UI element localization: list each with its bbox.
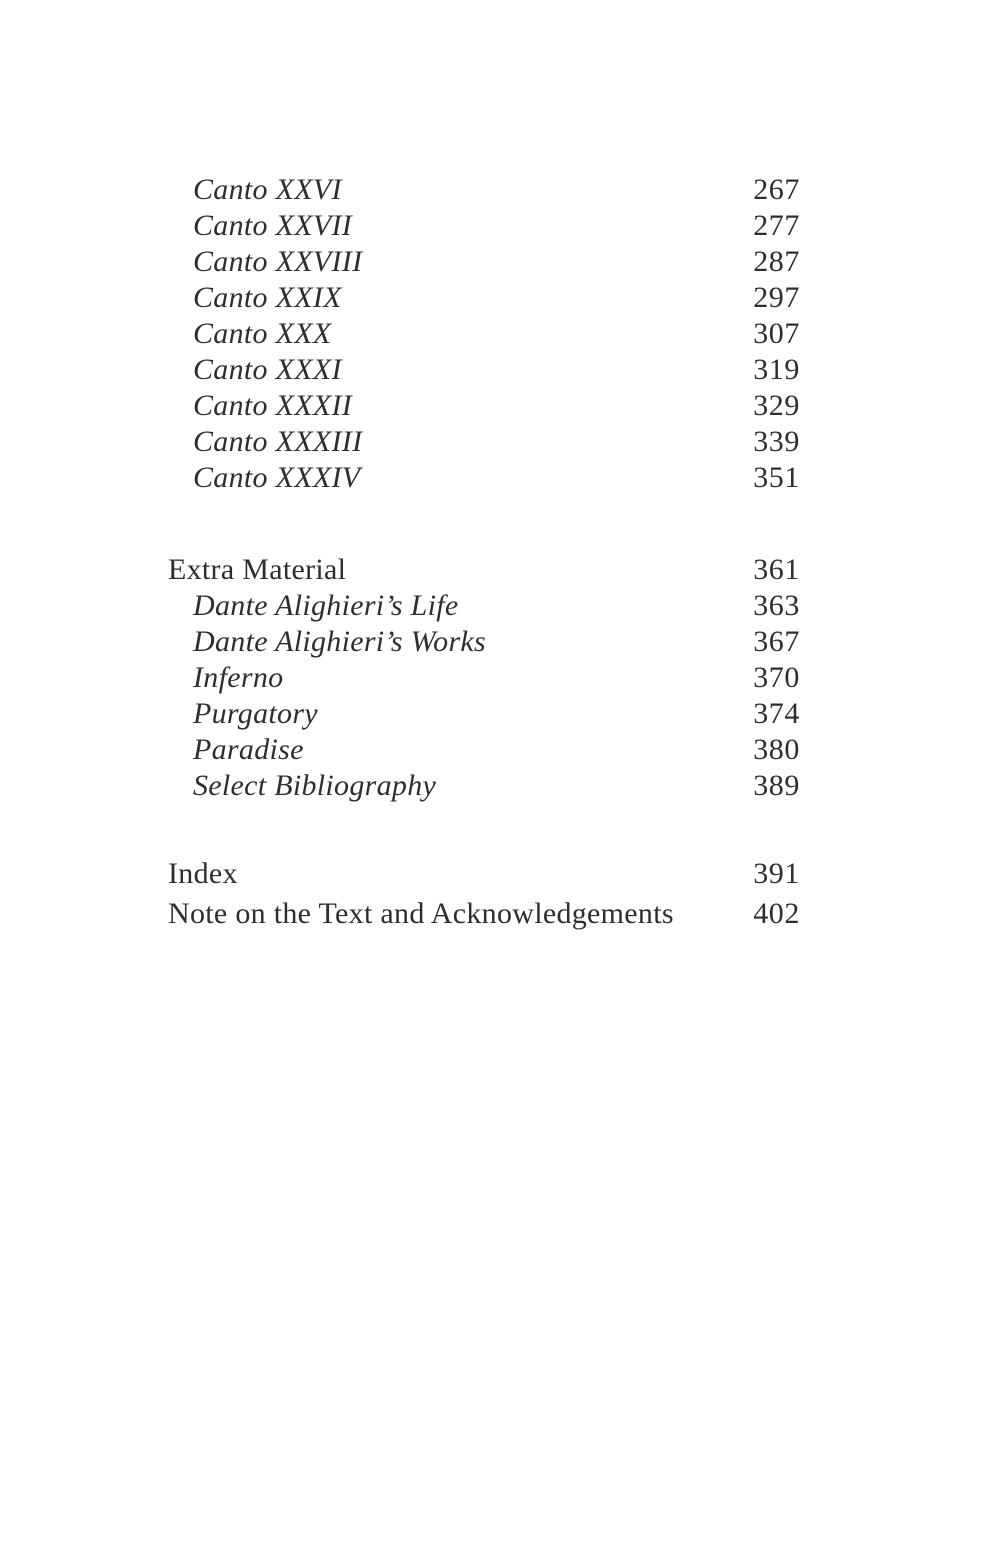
toc-entry-label: Canto XXXIV <box>193 461 361 494</box>
toc-entry-index <box>168 854 800 894</box>
extra-material-section <box>168 552 800 804</box>
toc-entry-label: Canto XXIX <box>193 281 342 314</box>
toc-entry-canto-xxxiv <box>168 460 800 496</box>
toc-entry-label: Dante Alighieri’s Works <box>193 625 487 658</box>
toc-entry-page-number: 297 <box>753 281 800 314</box>
toc-entry-label: Canto XXVII <box>193 209 353 242</box>
toc-entry-label: Canto XXXII <box>193 389 353 422</box>
toc-entry-label: Canto XXXI <box>193 353 342 386</box>
toc-entry-extra-material-heading <box>168 552 800 588</box>
toc-entry-page-number: 277 <box>753 209 800 242</box>
canto-entries-section <box>168 172 800 496</box>
toc-entry-canto-xxvii <box>168 208 800 244</box>
toc-entry-page-number: 287 <box>753 245 800 278</box>
toc-entry-label: Extra Material <box>168 553 347 586</box>
toc-entry-label: Canto XXXIII <box>193 425 363 458</box>
toc-entry-page-number: 391 <box>753 857 800 890</box>
toc-entry-label: Canto XXX <box>193 317 332 350</box>
toc-entry-canto-xxxiii <box>168 424 800 460</box>
toc-entry-page-number: 339 <box>753 425 800 458</box>
toc-entry-label: Inferno <box>193 661 284 694</box>
toc-entry-page-number: 363 <box>753 589 800 622</box>
toc-entry-dante-works <box>168 624 800 660</box>
toc-entry-canto-xxxi <box>168 352 800 388</box>
toc-entry-page-number: 267 <box>753 173 800 206</box>
toc-entry-label: Select Bibliography <box>193 769 437 802</box>
back-matter-section <box>168 854 800 934</box>
table-of-contents <box>168 172 800 934</box>
toc-entry-select-bibliography <box>168 768 800 804</box>
toc-entry-canto-xxix <box>168 280 800 316</box>
toc-entry-label: Canto XXVIII <box>193 245 363 278</box>
toc-entry-label: Dante Alighieri’s Life <box>193 589 459 622</box>
toc-entry-label: Note on the Text and Acknowledgements <box>168 897 674 930</box>
toc-entry-canto-xxvi <box>168 172 800 208</box>
toc-entry-page-number: 389 <box>753 769 800 802</box>
toc-entry-label: Purgatory <box>193 697 318 730</box>
toc-entry-page-number: 329 <box>753 389 800 422</box>
toc-entry-label: Index <box>168 857 238 890</box>
toc-entry-canto-xxx <box>168 316 800 352</box>
toc-entry-page-number: 367 <box>753 625 800 658</box>
toc-entry-page-number: 374 <box>753 697 800 730</box>
toc-entry-paradise <box>168 732 800 768</box>
toc-entry-label: Canto XXVI <box>193 173 342 206</box>
toc-entry-dante-life <box>168 588 800 624</box>
toc-entry-label: Paradise <box>193 733 304 766</box>
toc-entry-page-number: 370 <box>753 661 800 694</box>
toc-entry-canto-xxviii <box>168 244 800 280</box>
toc-entry-page-number: 361 <box>753 553 800 586</box>
toc-entry-inferno <box>168 660 800 696</box>
toc-entry-note-on-text <box>168 894 800 934</box>
toc-entry-page-number: 307 <box>753 317 800 350</box>
toc-entry-canto-xxxii <box>168 388 800 424</box>
toc-entry-purgatory <box>168 696 800 732</box>
toc-entry-page-number: 402 <box>753 897 800 930</box>
toc-entry-page-number: 380 <box>753 733 800 766</box>
toc-entry-page-number: 351 <box>753 461 800 494</box>
toc-entry-page-number: 319 <box>753 353 800 386</box>
